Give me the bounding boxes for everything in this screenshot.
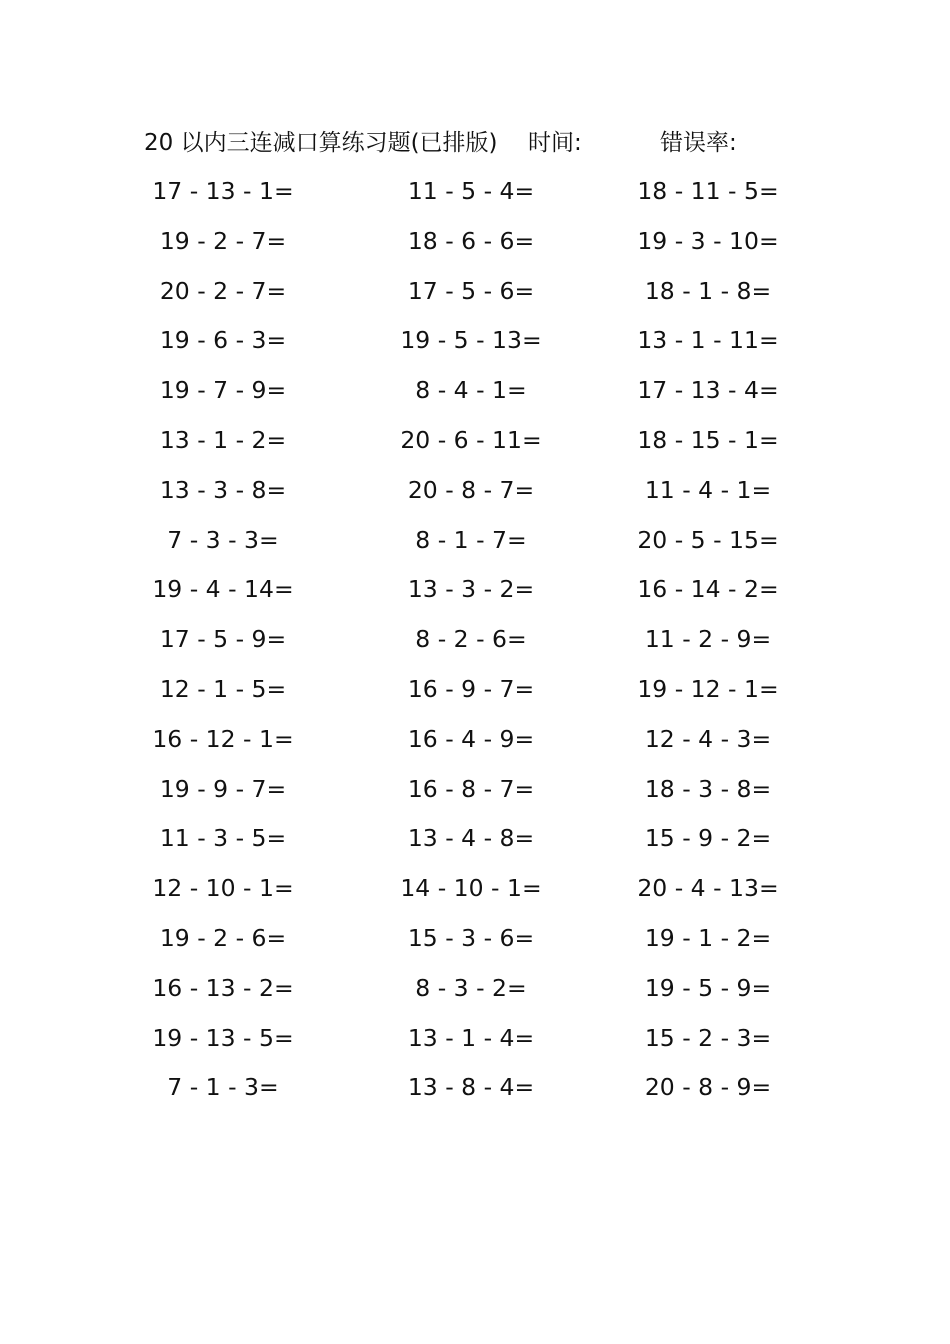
problem-row bbox=[0, 819, 950, 869]
problem-item: 16 - 14 - 2= bbox=[637, 575, 779, 604]
problem-item: 11 - 5 - 4= bbox=[407, 177, 535, 205]
problem-item: 12 - 1 - 5= bbox=[159, 674, 287, 703]
problem-row bbox=[0, 969, 950, 1019]
problem-item: 15 - 3 - 6= bbox=[407, 923, 535, 952]
problem-row bbox=[0, 321, 950, 371]
problem-item: 16 - 13 - 2= bbox=[152, 973, 294, 1002]
problem-item: 13 - 8 - 4= bbox=[407, 1073, 535, 1102]
problem-item: 11 - 2 - 9= bbox=[644, 625, 772, 654]
problem-item: 14 - 10 - 1= bbox=[400, 874, 542, 903]
problem-row bbox=[0, 272, 950, 322]
problem-item: 19 - 9 - 7= bbox=[159, 774, 287, 803]
problem-item: 20 - 8 - 9= bbox=[644, 1073, 772, 1102]
problem-row bbox=[0, 1068, 950, 1118]
problem-row bbox=[0, 670, 950, 720]
problem-row bbox=[0, 869, 950, 919]
problem-item: 19 - 5 - 13= bbox=[400, 326, 542, 355]
problem-item: 19 - 7 - 9= bbox=[159, 376, 287, 405]
problem-item: 15 - 2 - 3= bbox=[644, 1023, 772, 1052]
problem-item: 8 - 4 - 1= bbox=[415, 376, 527, 405]
problem-row bbox=[0, 720, 950, 770]
problem-item: 7 - 3 - 3= bbox=[167, 525, 279, 554]
problem-row bbox=[0, 421, 950, 471]
problem-row bbox=[0, 521, 950, 571]
problem-row bbox=[0, 371, 950, 421]
problem-item: 18 - 11 - 5= bbox=[637, 177, 779, 205]
problem-item: 20 - 4 - 13= bbox=[637, 874, 779, 903]
problem-item: 19 - 6 - 3= bbox=[159, 326, 287, 355]
worksheet-title: 20 以内三连减口算练习题(已排版) bbox=[144, 130, 498, 156]
problem-item: 19 - 3 - 10= bbox=[637, 226, 779, 255]
problem-item: 11 - 4 - 1= bbox=[644, 475, 772, 504]
problem-item: 16 - 4 - 9= bbox=[407, 724, 535, 753]
error-rate-label: 错误率: bbox=[660, 130, 737, 156]
problem-row bbox=[0, 770, 950, 820]
problem-row bbox=[0, 471, 950, 521]
problem-item: 17 - 13 - 1= bbox=[152, 177, 294, 205]
problem-item: 8 - 3 - 2= bbox=[415, 973, 527, 1002]
problem-row bbox=[0, 570, 950, 620]
problem-item: 13 - 1 - 4= bbox=[407, 1023, 535, 1052]
problem-item: 19 - 2 - 6= bbox=[159, 923, 287, 952]
problem-item: 13 - 4 - 8= bbox=[407, 824, 535, 853]
problem-item: 19 - 4 - 14= bbox=[152, 575, 294, 604]
problem-item: 13 - 3 - 8= bbox=[159, 475, 287, 504]
problem-item: 11 - 3 - 5= bbox=[159, 824, 287, 853]
problem-row bbox=[0, 620, 950, 670]
problem-item: 19 - 2 - 7= bbox=[159, 226, 287, 255]
problem-row bbox=[0, 1019, 950, 1069]
problem-item: 19 - 13 - 5= bbox=[152, 1023, 294, 1052]
problem-item: 12 - 4 - 3= bbox=[644, 724, 772, 753]
problem-item: 7 - 1 - 3= bbox=[167, 1073, 279, 1102]
problem-item: 16 - 8 - 7= bbox=[407, 774, 535, 803]
problem-item: 19 - 12 - 1= bbox=[637, 674, 779, 703]
problem-item: 20 - 8 - 7= bbox=[407, 475, 535, 504]
problem-row bbox=[0, 172, 950, 222]
problem-row bbox=[0, 222, 950, 272]
problem-item: 17 - 13 - 4= bbox=[637, 376, 779, 405]
worksheet-header bbox=[0, 126, 950, 160]
problem-item: 13 - 1 - 2= bbox=[159, 425, 287, 454]
problem-item: 15 - 9 - 2= bbox=[644, 824, 772, 853]
problem-item: 19 - 5 - 9= bbox=[644, 973, 772, 1002]
problem-row bbox=[0, 919, 950, 969]
problem-item: 18 - 1 - 8= bbox=[644, 276, 772, 305]
problem-item: 18 - 3 - 8= bbox=[644, 774, 772, 803]
time-label: 时间: bbox=[528, 130, 582, 156]
problem-item: 20 - 5 - 15= bbox=[637, 525, 779, 554]
problem-item: 19 - 1 - 2= bbox=[644, 923, 772, 952]
problem-item: 16 - 12 - 1= bbox=[152, 724, 294, 753]
problem-item: 17 - 5 - 9= bbox=[159, 625, 287, 654]
problem-item: 18 - 15 - 1= bbox=[637, 425, 779, 454]
problem-item: 12 - 10 - 1= bbox=[152, 874, 294, 903]
problem-item: 13 - 3 - 2= bbox=[407, 575, 535, 604]
problem-item: 13 - 1 - 11= bbox=[637, 326, 779, 355]
problem-grid bbox=[0, 172, 950, 1118]
problem-item: 17 - 5 - 6= bbox=[407, 276, 535, 305]
problem-item: 8 - 1 - 7= bbox=[415, 525, 527, 554]
problem-item: 18 - 6 - 6= bbox=[407, 226, 535, 255]
problem-item: 20 - 6 - 11= bbox=[400, 425, 542, 454]
problem-item: 8 - 2 - 6= bbox=[415, 625, 527, 654]
problem-item: 16 - 9 - 7= bbox=[407, 674, 535, 703]
problem-item: 20 - 2 - 7= bbox=[159, 276, 287, 305]
